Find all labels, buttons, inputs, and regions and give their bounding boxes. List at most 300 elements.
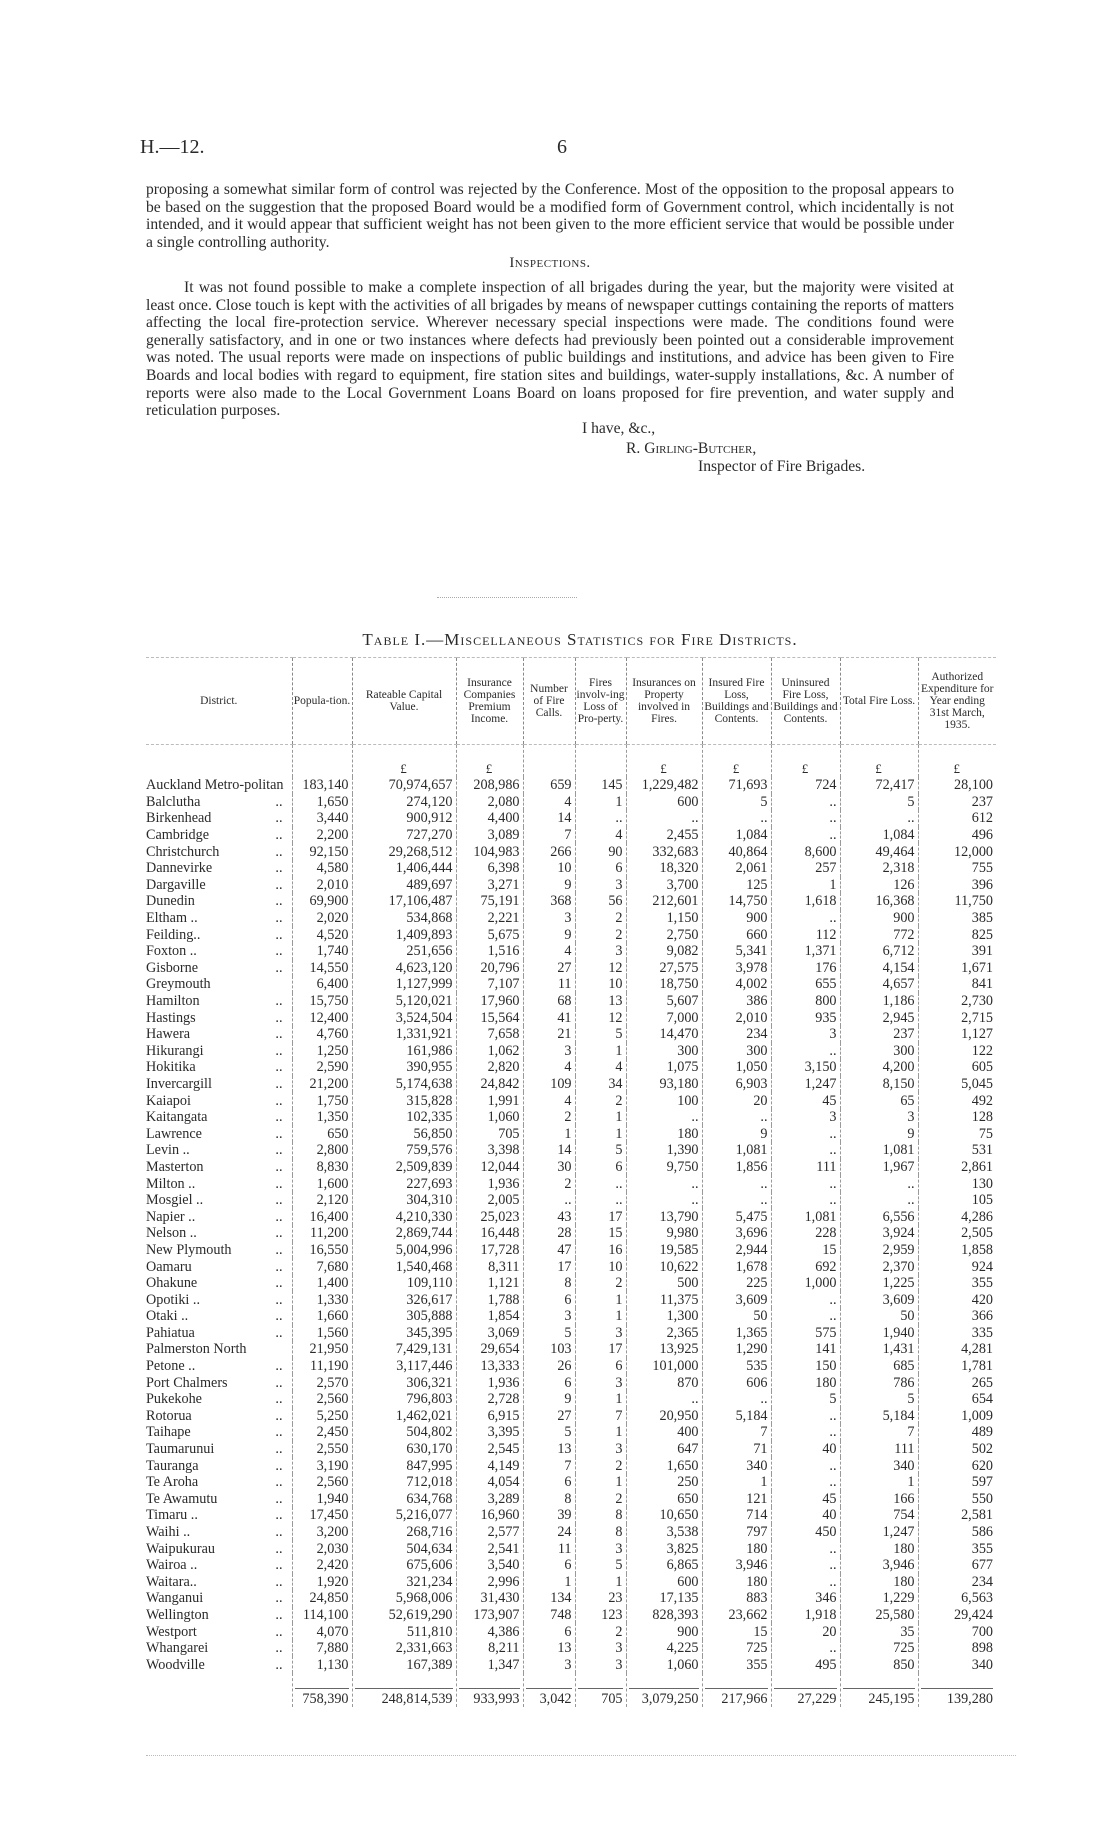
value-cell	[918, 1043, 996, 1060]
cell-value: 24	[557, 1524, 572, 1541]
value-cell	[456, 1009, 523, 1026]
district-cell	[146, 1125, 292, 1142]
cell-value: 2,944	[735, 1241, 768, 1258]
value-cell	[840, 1125, 918, 1142]
cell-value: 1,229	[882, 1590, 915, 1607]
value-cell	[702, 1574, 771, 1591]
cell-value: 1	[615, 1424, 623, 1441]
value-cell	[626, 1656, 702, 1673]
cell-value: 2,030	[316, 1540, 349, 1557]
cell-value: 3,700	[666, 876, 699, 893]
value-cell	[626, 1043, 702, 1060]
cell-value: 4,200	[882, 1059, 915, 1076]
cell-value: ..	[829, 1192, 837, 1209]
cell-value: 1,290	[735, 1341, 768, 1358]
value-cell	[292, 1009, 352, 1026]
value-cell	[840, 1623, 918, 1640]
value-cell	[456, 893, 523, 910]
value-cell	[523, 943, 575, 960]
cell-value: 8	[615, 1524, 623, 1541]
cell-value: 1,781	[961, 1358, 993, 1375]
value-cell	[352, 1109, 456, 1126]
cell-value: 245,195	[868, 1690, 915, 1707]
district-cell	[146, 1408, 292, 1425]
value-cell	[575, 1424, 626, 1441]
leader-dots: ..	[275, 1507, 283, 1524]
value-cell	[918, 1607, 996, 1624]
value-cell	[456, 1308, 523, 1325]
value-cell	[575, 1192, 626, 1209]
cell-value: 597	[971, 1474, 993, 1491]
total-rule	[705, 1688, 768, 1689]
cell-value: 128	[971, 1109, 993, 1126]
value-cell	[352, 843, 456, 860]
unit-cell	[575, 745, 626, 778]
unit-cell: £	[702, 745, 771, 778]
cell-value: 355	[746, 1656, 768, 1673]
leader-dots: ..	[275, 793, 283, 810]
leader-dots: ..	[275, 1142, 283, 1159]
value-cell	[352, 1341, 456, 1358]
value-cell	[523, 843, 575, 860]
value-cell	[702, 1308, 771, 1325]
cell-value: 748	[550, 1606, 572, 1623]
value-cell	[771, 893, 840, 910]
leader-dots: ..	[275, 943, 283, 960]
cell-value: 12,000	[953, 843, 993, 860]
value-cell	[702, 910, 771, 927]
cell-value: 7,880	[316, 1640, 349, 1657]
value-cell	[626, 1291, 702, 1308]
value-cell	[771, 1656, 840, 1673]
value-cell	[702, 1275, 771, 1292]
table-row	[146, 1408, 996, 1425]
cell-value: 1,347	[487, 1656, 520, 1673]
value-cell	[626, 1076, 702, 1093]
value-cell	[918, 877, 996, 894]
table-header-row	[146, 658, 996, 745]
cell-value: 1,331,921	[395, 1026, 453, 1043]
value-cell	[352, 960, 456, 977]
cell-value: ..	[829, 810, 837, 827]
district-cell	[146, 1607, 292, 1624]
value-cell	[523, 1557, 575, 1574]
cell-value: 800	[815, 993, 837, 1010]
value-cell	[771, 1076, 840, 1093]
value-cell	[575, 877, 626, 894]
leader-dots: ..	[275, 1225, 283, 1242]
cell-value: 9,980	[666, 1225, 699, 1242]
cell-value: 5,216,077	[395, 1507, 453, 1524]
value-cell	[456, 1358, 523, 1375]
cell-value: 1,936	[487, 1374, 520, 1391]
cell-value: 71,693	[728, 777, 768, 793]
value-cell	[626, 1275, 702, 1292]
value-cell	[456, 1043, 523, 1060]
value-cell	[840, 1159, 918, 1176]
value-cell	[292, 1341, 352, 1358]
value-cell	[840, 1142, 918, 1159]
column-header: Insurance Companies Premium Income.	[456, 658, 523, 745]
value-cell	[292, 1623, 352, 1640]
district-cell	[146, 1341, 292, 1358]
cell-value: 2,450	[316, 1424, 349, 1441]
value-cell	[456, 1258, 523, 1275]
value-cell	[575, 1142, 626, 1159]
value-cell	[575, 1358, 626, 1375]
cell-value: 847,995	[406, 1457, 453, 1474]
cell-value: 7,429,131	[395, 1341, 453, 1358]
cell-value: 180	[815, 1374, 837, 1391]
cell-value: 15	[753, 1623, 768, 1640]
paragraph-inspections: It was not found possible to make a complete inspection of all brigades during the year, but the majority were visited at least once. Close touch is kept with the activities of all brigades by means of newspaper cuttings containing the reports of matters affecting the local fire-protection service. Wherever necessary special inspections were made. The conditions found were generally satisfactory, and in one or two instances where defects had previously been pointed out a considerable improvement was noted. The usual reports were made on inspections of public buildings and institutions, and advice has been given to Fire Boards and local bodies with regard to equipment, fire station sites and buildings, water-supply installations, &c. A number of reports were also made to the Local Government Loans Board on loans proposed for fire prevention, and water supply and reticulation purposes.	[146, 278, 954, 420]
value-cell	[840, 1607, 918, 1624]
statistics-table	[146, 657, 996, 1707]
cell-value: 1,084	[735, 827, 768, 844]
value-cell	[523, 1374, 575, 1391]
table-row	[146, 794, 996, 811]
leader-dots: ..	[275, 1059, 283, 1076]
value-cell	[771, 1457, 840, 1474]
cell-value: 675,606	[406, 1557, 453, 1574]
value-cell	[626, 1557, 702, 1574]
value-cell	[523, 976, 575, 993]
value-cell	[840, 1076, 918, 1093]
value-cell	[918, 1424, 996, 1441]
value-cell	[918, 1623, 996, 1640]
value-cell	[523, 1524, 575, 1541]
cell-value: 16,400	[309, 1208, 349, 1225]
district-name: Taumarunui	[146, 1441, 215, 1458]
cell-value: 7	[564, 1457, 572, 1474]
district-cell	[146, 926, 292, 943]
cell-value: 176	[815, 959, 837, 976]
cell-value: 400	[677, 1424, 699, 1441]
cell-value: 17	[608, 1341, 623, 1358]
cell-value: 786	[893, 1374, 915, 1391]
cell-value: 2,120	[316, 1192, 349, 1209]
value-cell	[292, 943, 352, 960]
value-cell	[575, 1258, 626, 1275]
value-cell	[840, 777, 918, 794]
value-cell	[456, 1507, 523, 1524]
value-cell	[352, 1557, 456, 1574]
value-cell	[840, 843, 918, 860]
cell-value: 2,728	[487, 1391, 520, 1408]
cell-value: 19,585	[659, 1241, 699, 1258]
leader-dots: ..	[275, 1540, 283, 1557]
value-cell	[352, 1242, 456, 1259]
cell-value: 5	[907, 1391, 915, 1408]
value-cell	[523, 1540, 575, 1557]
cell-value: 2,550	[316, 1441, 349, 1458]
value-cell	[626, 1507, 702, 1524]
cell-value: 933,993	[473, 1690, 520, 1707]
cell-value: 123	[601, 1606, 623, 1623]
value-cell	[523, 1441, 575, 1458]
value-cell	[626, 1159, 702, 1176]
leader-dots: ..	[275, 1623, 283, 1640]
cell-value: 27	[557, 1407, 572, 1424]
cell-value: 300	[893, 1042, 915, 1059]
cell-value: ..	[615, 1192, 623, 1209]
value-cell	[840, 1109, 918, 1126]
leader-dots: ..	[275, 1026, 283, 1043]
value-cell	[352, 1656, 456, 1673]
value-cell	[626, 1258, 702, 1275]
value-cell	[575, 1109, 626, 1126]
value-cell	[702, 943, 771, 960]
district-name: Christchurch	[146, 843, 220, 860]
cell-value: 1,940	[882, 1324, 915, 1341]
value-cell	[626, 1540, 702, 1557]
value-cell	[771, 860, 840, 877]
value-cell	[771, 1673, 840, 1707]
district-name: Port Chalmers	[146, 1374, 228, 1391]
leader-dots: ..	[275, 926, 283, 943]
district-cell	[146, 843, 292, 860]
district-name: Whangarei	[146, 1640, 209, 1657]
cell-value: 228	[815, 1225, 837, 1242]
value-cell	[702, 1391, 771, 1408]
value-cell	[352, 993, 456, 1010]
cell-value: ..	[829, 1557, 837, 1574]
value-cell	[292, 1408, 352, 1425]
value-cell	[702, 893, 771, 910]
value-cell	[352, 1441, 456, 1458]
unit-cell: £	[771, 745, 840, 778]
cell-value: 5,675	[487, 926, 520, 943]
cell-value: 4,070	[316, 1623, 349, 1640]
table-row	[146, 1623, 996, 1640]
cell-value: 355	[971, 1275, 993, 1292]
value-cell	[840, 810, 918, 827]
value-cell	[523, 993, 575, 1010]
cell-value: 23,662	[728, 1606, 768, 1623]
cell-value: 1,920	[316, 1573, 349, 1590]
column-header: Fires involv-ing Loss of Pro-perty.	[575, 658, 626, 745]
district-cell	[146, 960, 292, 977]
leader-dots: ..	[275, 843, 283, 860]
value-cell	[840, 1009, 918, 1026]
cell-value: 355	[971, 1540, 993, 1557]
value-cell	[702, 1408, 771, 1425]
value-cell	[840, 1358, 918, 1375]
value-cell	[771, 827, 840, 844]
cell-value: 504,802	[406, 1424, 453, 1441]
value-cell	[702, 1059, 771, 1076]
cell-value: 29,424	[953, 1606, 993, 1623]
cell-value: ..	[829, 1540, 837, 1557]
cell-value: 4,210,330	[395, 1208, 453, 1225]
cell-value: 450	[815, 1524, 837, 1541]
cell-value: 3,089	[487, 827, 520, 844]
section-heading-inspections: Inspections.	[509, 255, 591, 272]
cell-value: 575	[815, 1324, 837, 1341]
cell-value: 1,150	[666, 910, 699, 927]
cell-value: 40	[822, 1441, 837, 1458]
cell-value: 5,250	[316, 1407, 349, 1424]
district-name: Cambridge	[146, 827, 210, 844]
district-cell	[146, 827, 292, 844]
value-cell	[702, 1358, 771, 1375]
value-cell	[918, 926, 996, 943]
cell-value: 1,300	[666, 1308, 699, 1325]
cell-value: 27,575	[659, 959, 699, 976]
leader-dots: ..	[275, 959, 283, 976]
value-cell	[771, 943, 840, 960]
value-cell	[292, 794, 352, 811]
value-cell	[918, 1574, 996, 1591]
value-cell	[626, 943, 702, 960]
cell-value: 3,978	[735, 959, 768, 976]
table-row	[146, 1474, 996, 1491]
cell-value: 75,191	[480, 893, 520, 910]
district-cell	[146, 1640, 292, 1657]
table-row	[146, 1656, 996, 1673]
cell-value: 43	[557, 1208, 572, 1225]
cell-value: 550	[971, 1490, 993, 1507]
cell-value: 655	[815, 976, 837, 993]
value-cell	[702, 877, 771, 894]
cell-value: 2	[615, 1490, 623, 1507]
cell-value: 183,140	[302, 777, 349, 793]
table-row	[146, 827, 996, 844]
cell-value: ..	[829, 1457, 837, 1474]
cell-value: 1,225	[882, 1275, 915, 1292]
value-cell	[456, 1457, 523, 1474]
column-header: Popula-tion.	[292, 658, 352, 745]
leader-dots: ..	[275, 1441, 283, 1458]
table-row	[146, 1192, 996, 1209]
cell-value: 50	[753, 1308, 768, 1325]
value-cell	[918, 777, 996, 794]
value-cell	[702, 1656, 771, 1673]
value-cell	[918, 1192, 996, 1209]
cell-value: 122	[971, 1042, 993, 1059]
value-cell	[575, 1175, 626, 1192]
table-row	[146, 1009, 996, 1026]
cell-value: 29,654	[480, 1341, 520, 1358]
cell-value: ..	[829, 1125, 837, 1142]
value-cell	[523, 926, 575, 943]
cell-value: 754	[893, 1507, 915, 1524]
value-cell	[840, 1424, 918, 1441]
cell-value: 390,955	[406, 1059, 453, 1076]
cell-value: 5	[615, 1026, 623, 1043]
value-cell	[771, 993, 840, 1010]
value-cell	[575, 1673, 626, 1707]
value-cell	[626, 976, 702, 993]
cell-value: 2	[615, 1275, 623, 1292]
value-cell	[456, 1092, 523, 1109]
cell-value: ..	[760, 1192, 768, 1209]
column-header: Authorized Expenditure for Year ending 31st March, 1935.	[918, 658, 996, 745]
district-cell	[146, 1424, 292, 1441]
cell-value: ..	[829, 910, 837, 927]
leader-dots: ..	[275, 860, 283, 877]
table-row	[146, 1026, 996, 1043]
table-row	[146, 1109, 996, 1126]
leader-dots: ..	[275, 1308, 283, 1325]
value-cell	[292, 1656, 352, 1673]
cell-value: ..	[829, 1474, 837, 1491]
value-cell	[702, 1457, 771, 1474]
total-rule	[578, 1688, 623, 1689]
cell-value: 2,541	[487, 1540, 520, 1557]
cell-value: 700	[971, 1623, 993, 1640]
cell-value: 250	[677, 1474, 699, 1491]
cell-value: 104,983	[473, 843, 520, 860]
value-cell	[523, 794, 575, 811]
cell-value: 2,509,839	[395, 1158, 453, 1175]
cell-value: 8,600	[804, 843, 837, 860]
value-cell	[352, 893, 456, 910]
cell-value: 7	[615, 1407, 623, 1424]
cell-value: 121	[746, 1490, 768, 1507]
district-cell	[146, 1524, 292, 1541]
district-cell	[146, 1059, 292, 1076]
value-cell	[918, 1275, 996, 1292]
cell-value: 17	[608, 1208, 623, 1225]
value-cell	[918, 794, 996, 811]
district-cell	[146, 1026, 292, 1043]
cell-value: 300	[677, 1042, 699, 1059]
table-row	[146, 1242, 996, 1259]
value-cell	[702, 1208, 771, 1225]
cell-value: 2	[615, 1457, 623, 1474]
value-cell	[771, 1540, 840, 1557]
value-cell	[456, 1076, 523, 1093]
value-cell	[918, 1507, 996, 1524]
cell-value: 150	[815, 1358, 837, 1375]
value-cell	[626, 1059, 702, 1076]
cell-value: ..	[691, 810, 699, 827]
value-cell	[771, 1441, 840, 1458]
cell-value: 1,650	[666, 1457, 699, 1474]
cell-value: 5,341	[735, 943, 768, 960]
value-cell	[523, 1192, 575, 1209]
district-name: Oamaru	[146, 1258, 192, 1275]
value-cell	[771, 1125, 840, 1142]
cell-value: 305,888	[406, 1308, 453, 1325]
district-name: Feilding..	[146, 926, 201, 943]
cell-value: 114,100	[302, 1606, 349, 1623]
value-cell	[575, 1374, 626, 1391]
cell-value: 111	[816, 1158, 837, 1175]
value-cell	[352, 1159, 456, 1176]
value-cell	[626, 794, 702, 811]
value-cell	[771, 1242, 840, 1259]
cell-value: ..	[829, 1573, 837, 1590]
value-cell	[575, 1391, 626, 1408]
cell-value: 5	[615, 1142, 623, 1159]
cell-value: ..	[691, 1109, 699, 1126]
cell-value: 8,150	[882, 1075, 915, 1092]
value-cell	[456, 1325, 523, 1342]
value-cell	[456, 1590, 523, 1607]
value-cell	[918, 1159, 996, 1176]
value-cell	[352, 810, 456, 827]
cell-value: 870	[677, 1374, 699, 1391]
value-cell	[456, 960, 523, 977]
cell-value: 65	[900, 1092, 915, 1109]
value-cell	[456, 1623, 523, 1640]
value-cell	[456, 1175, 523, 1192]
value-cell	[352, 1457, 456, 1474]
value-cell	[523, 1059, 575, 1076]
district-cell	[146, 1142, 292, 1159]
